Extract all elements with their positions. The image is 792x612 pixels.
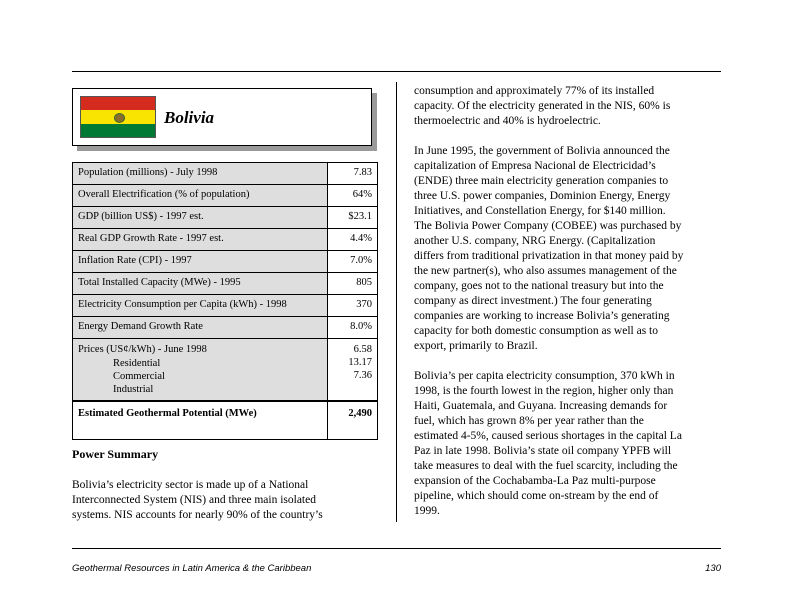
country-title: Bolivia (164, 108, 215, 127)
stat-value: 4.4% (328, 229, 378, 251)
stat-label: Total Installed Capacity (MWe) - 1995 (73, 273, 328, 295)
stat-label: Real GDP Growth Rate - 1997 est. (73, 229, 328, 251)
stat-value: 8.0% (328, 317, 378, 339)
table-row (73, 185, 378, 207)
geothermal-value: 2,490 (328, 401, 378, 440)
footer-rule (72, 548, 721, 549)
price-commercial-value: 13.17 (348, 357, 372, 368)
right-column-text (414, 84, 686, 534)
stat-label: GDP (billion US$) - 1997 est. (73, 207, 328, 229)
stat-label: Energy Demand Growth Rate (73, 317, 328, 339)
header-rule (72, 71, 721, 72)
table-row (73, 295, 378, 317)
stat-label: Overall Electrification (% of population) (73, 185, 328, 207)
stat-value: 370 (328, 295, 378, 317)
paragraph: consumption and approximately 77% of its installed capacity. Of the electricity generated in the NIS, 60% is thermoelectric and 40% is hydroelectric. (414, 85, 671, 127)
table-row (73, 229, 378, 251)
table-row (73, 273, 378, 295)
stat-value: 7.0% (328, 251, 378, 273)
stat-value: 805 (328, 273, 378, 295)
stat-value: 64% (328, 185, 378, 207)
paragraph: In June 1995, the government of Bolivia announced the capitalization of Empresa Nacional de Electricidad’s (ENDE) three main electricity generation companies to three U.S. power companies, Dominion Energy, Energy Initiatives, and Constellation Energy, for $140 million. The Bolivia Power Company (COBEE) was purchased by another U.S. company, NRG Energy. (Capitalization differs from traditional privatization in that money paid by the new partner(s), who also assumes management of the company, goes not to the national treasury but into the company as direct investment.) The four generating companies are working to increase Bolivia’s generating capacity for both domestic consumption as well as to export, primarily to Brazil. (414, 145, 684, 352)
power-summary-heading: Power Summary (72, 447, 159, 461)
prices-value-cell (328, 339, 378, 402)
paragraph: Bolivia’s per capita electricity consumption, 370 kWh in 1998, is the fourth lowest in the region, higher only than Haiti, Guatemala, and Guyana. Increasing demands for fuel, which has grown 8% per year rather than the estimated 4-5%, caused serious shortages in the capital La Paz in late 1998. Bolivia’s state oil company YPFB will take measures to deal with the fuel scarcity, including the expansion of the Cochabamba-La Paz multi-purpose pipeline, which should come on-stream by the end of 1999. (414, 370, 682, 517)
stat-value: 7.83 (328, 163, 378, 185)
stat-label: Population (millions) - July 1998 (73, 163, 328, 185)
power-summary-intro: Bolivia’s electricity sector is made up of a National Interconnected System (NIS) and three main isolated systems. NIS accounts for nearly 90% of the country’s (72, 479, 323, 521)
column-divider (396, 82, 397, 522)
price-residential-value: 6.58 (353, 344, 372, 355)
table-row (73, 207, 378, 229)
geothermal-label: Estimated Geothermal Potential (MWe) (73, 401, 328, 440)
footer-title: Geothermal Resources in Latin America & the Caribbean (72, 563, 312, 574)
flag-green-band (81, 124, 155, 137)
prices-row (73, 339, 378, 402)
price-industrial-label: Industrial (113, 384, 154, 395)
table-row (73, 251, 378, 273)
country-header-box (72, 88, 372, 146)
price-residential-label: Residential (113, 358, 161, 369)
table-row (73, 317, 378, 339)
prices-label-cell (73, 339, 328, 402)
coat-of-arms-icon (114, 113, 125, 123)
country-stats-table (72, 162, 378, 440)
flag-red-band (81, 97, 155, 110)
stat-label: Inflation Rate (CPI) - 1997 (73, 251, 328, 273)
price-commercial-label: Commercial (113, 371, 165, 382)
geothermal-row (73, 401, 378, 440)
table-row (73, 163, 378, 185)
stat-value: $23.1 (328, 207, 378, 229)
page-number: 130 (705, 563, 721, 574)
prices-label: Prices (US¢/kWh) - June 1998 (78, 344, 207, 355)
stat-label: Electricity Consumption per Capita (kWh) - 1998 (73, 295, 328, 317)
bolivia-flag-icon (80, 96, 156, 138)
price-industrial-value: 7.36 (353, 370, 372, 381)
